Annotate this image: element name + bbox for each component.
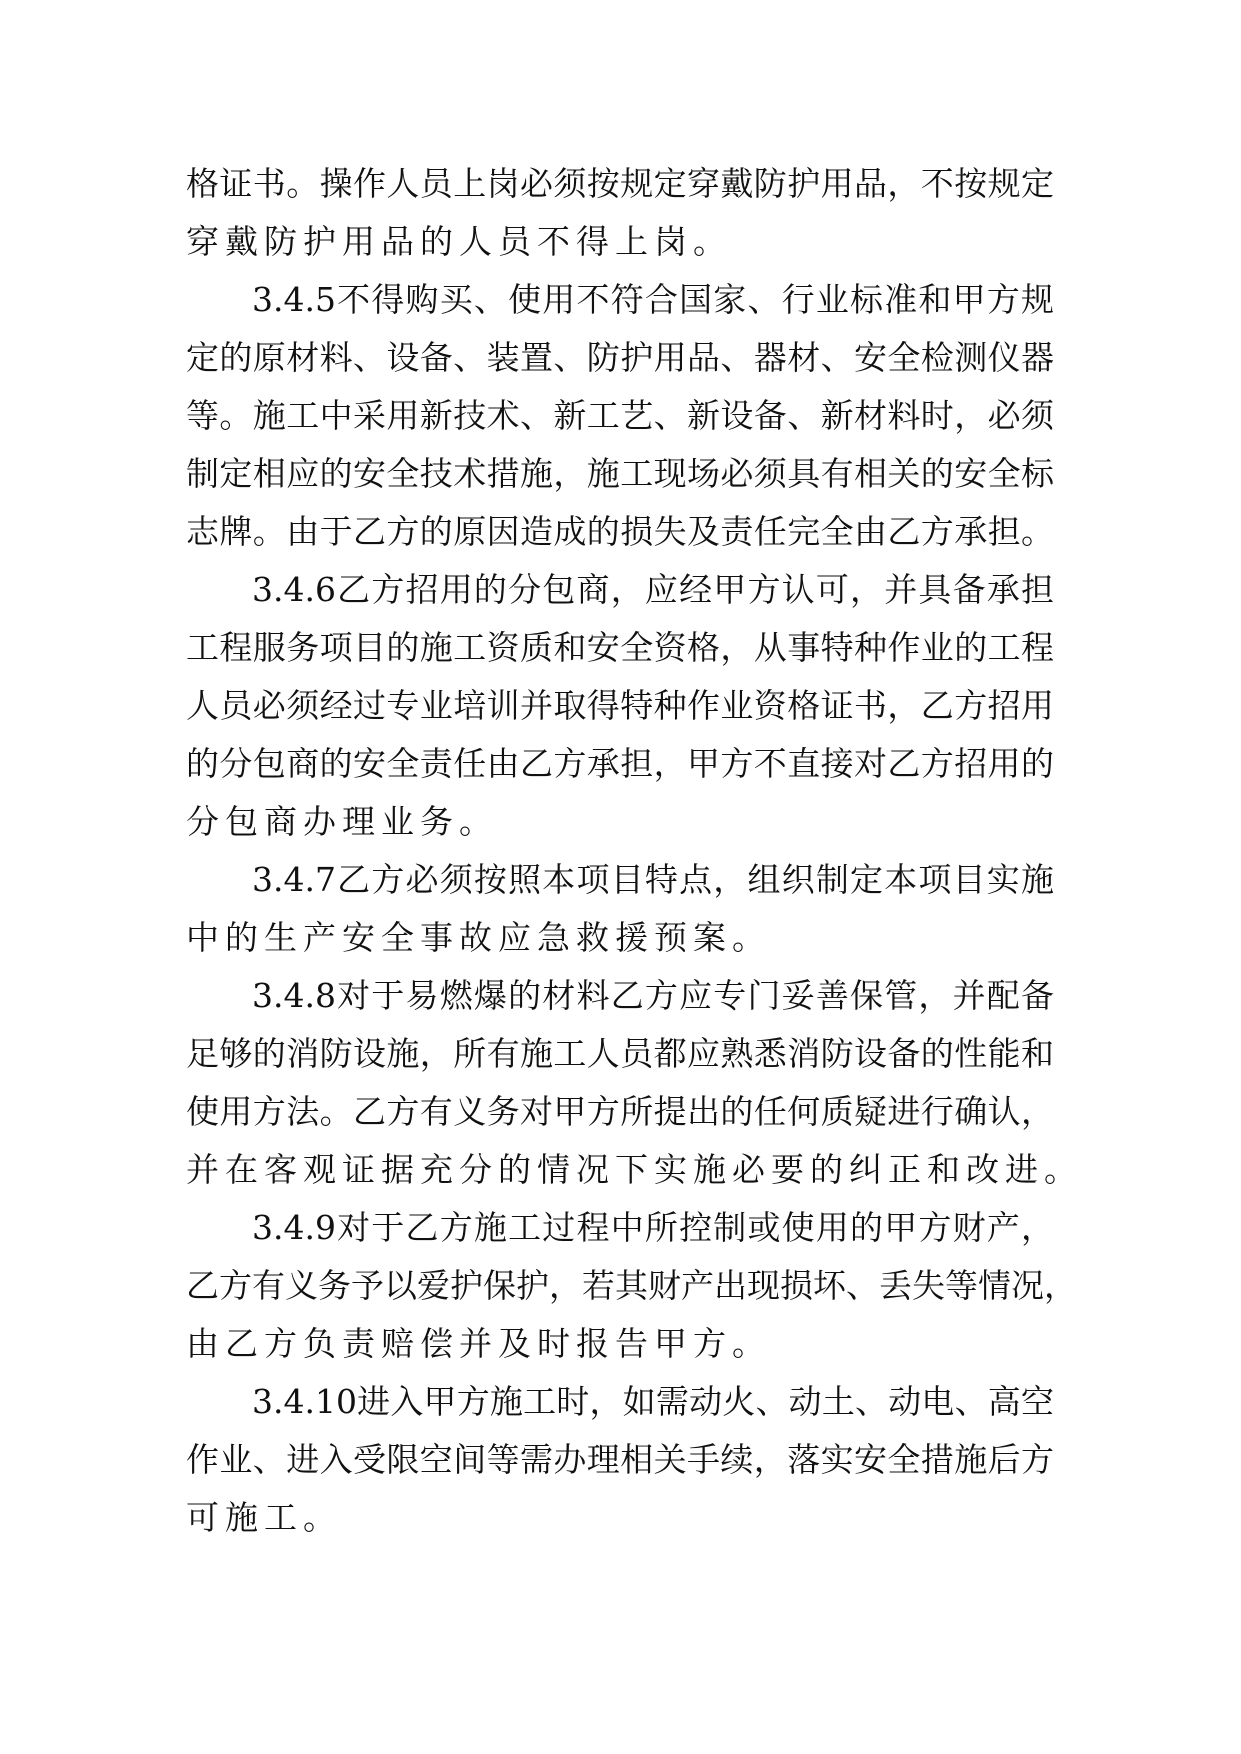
text-line: 并在客观证据充分的情况下实施必要的纠正和改进。 [186, 1150, 1083, 1189]
text-line: 分包商办理业务。 [186, 802, 498, 841]
text-line: 穿戴防护用品的人员不得上岗。 [186, 222, 732, 261]
text-line: 等。施工中采用新技术、新工艺、新设备、新材料时，必须 [186, 396, 1054, 435]
text-line: 足够的消防设施，所有施工人员都应熟悉消防设备的性能和 [186, 1034, 1054, 1073]
text-line: 3.4.8对于易燃爆的材料乙方应专门妥善保管，并配备 [252, 976, 1054, 1015]
text-line: 中的生产安全事故应急救援预案。 [186, 918, 771, 957]
text-line: 3.4.5不得购买、使用不符合国家、行业标准和甲方规 [252, 280, 1054, 319]
text-line: 使用方法。乙方有义务对甲方所提出的任何质疑进行确认， [186, 1092, 1054, 1131]
text-line: 格证书。操作人员上岗必须按规定穿戴防护用品，不按规定 [186, 164, 1054, 203]
text-line: 制定相应的安全技术措施，施工现场必须具有相关的安全标 [186, 454, 1054, 493]
text-line: 3.4.7乙方必须按照本项目特点，组织制定本项目实施 [252, 860, 1054, 899]
text-line: 人员必须经过专业培训并取得特种作业资格证书，乙方招用 [186, 686, 1054, 725]
text-line: 的分包商的安全责任由乙方承担，甲方不直接对乙方招用的 [186, 744, 1054, 783]
text-line: 志牌。由于乙方的原因造成的损失及责任完全由乙方承担。 [186, 512, 1054, 551]
text-line: 3.4.6乙方招用的分包商，应经甲方认可，并具备承担 [252, 570, 1054, 609]
text-line: 乙方有义务予以爱护保护，若其财产出现损坏、丢失等情况， [186, 1266, 1077, 1305]
text-line: 工程服务项目的施工资质和安全资格，从事特种作业的工程 [186, 628, 1054, 667]
text-line: 3.4.9对于乙方施工过程中所控制或使用的甲方财产， [252, 1208, 1054, 1247]
text-line: 3.4.10进入甲方施工时，如需动火、动土、动电、高空 [252, 1382, 1054, 1421]
text-line: 由乙方负责赔偿并及时报告甲方。 [186, 1324, 771, 1363]
text-line: 可施工。 [186, 1498, 342, 1537]
document-body [186, 155, 1083, 1547]
text-line: 定的原材料、设备、装置、防护用品、器材、安全检测仪器 [186, 338, 1054, 377]
text-line: 作业、进入受限空间等需办理相关手续，落实安全措施后方 [186, 1440, 1054, 1479]
